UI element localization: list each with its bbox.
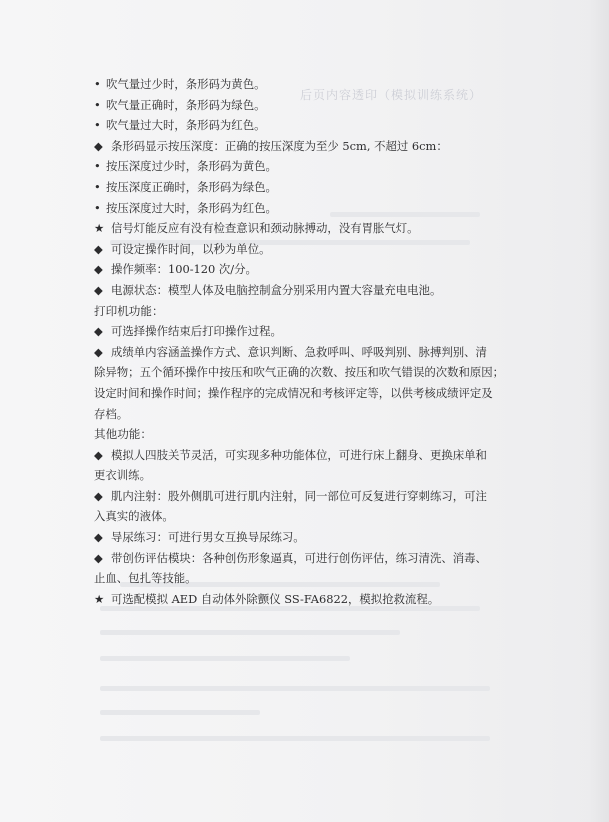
list-item <box>94 136 534 157</box>
list-item <box>94 156 534 177</box>
list-item-text: 按压深度过大时，条形码为红色。 <box>106 200 277 215</box>
list-item-continuation: 更衣训练。 <box>94 468 151 483</box>
list-item-text: 带创伤评估模块：各种创伤形象逼真，可进行创伤评估，练习清洗、消毒、 <box>111 550 487 565</box>
diamond-bullet-icon: ◆ <box>94 241 103 256</box>
scan-edge-shadow <box>587 0 609 822</box>
list-item <box>94 74 534 95</box>
bleed-through-line <box>100 736 490 741</box>
diamond-bullet-icon: ◆ <box>94 324 103 339</box>
list-item-continuation: 止血、包扎等技能。 <box>94 571 197 586</box>
diamond-bullet-icon: ◆ <box>94 282 103 297</box>
list-item-text: 模拟人四肢关节灵活，可实现多种功能体位，可进行床上翻身、更换床单和 <box>111 447 487 462</box>
diamond-bullet-icon: ◆ <box>94 262 103 277</box>
bleed-through-line <box>100 656 350 661</box>
list-item-text: 吹气量过大时，条形码为红色。 <box>106 118 266 133</box>
list-item <box>94 321 534 342</box>
list-item-text: 成绩单内容涵盖操作方式、意识判断、急救呼叫、呼吸判别、脉搏判别、清 <box>111 344 487 359</box>
list-item-text: 可选配模拟 AED 自动体外除颤仪 SS-FA6822，模拟抢救流程。 <box>111 591 440 606</box>
section-heading <box>94 424 534 445</box>
list-item-continuation: 除异物；五个循环操作中按压和吹气正确的次数、按压和吹气错误的次数和原因； <box>94 365 505 380</box>
section-heading <box>94 301 534 322</box>
bleed-through-line <box>100 686 490 691</box>
diamond-bullet-icon: ◆ <box>94 138 103 153</box>
diamond-bullet-icon: ◆ <box>94 488 103 503</box>
diamond-bullet-icon: ◆ <box>94 550 103 565</box>
bleed-through-line <box>100 630 400 635</box>
bullet-dot-icon: • <box>94 200 101 215</box>
star-bullet-icon: ★ <box>94 591 105 606</box>
list-item-text: 可设定操作时间，以秒为单位。 <box>111 241 271 256</box>
bullet-dot-icon: • <box>94 159 101 174</box>
list-item <box>94 218 534 239</box>
bullet-dot-icon: • <box>94 77 101 91</box>
diamond-bullet-icon: ◆ <box>94 447 103 462</box>
list-item-text: 吹气量正确时，条形码为绿色。 <box>106 97 266 112</box>
list-item <box>94 198 534 219</box>
bullet-dot-icon: • <box>94 179 101 194</box>
bleed-through-heading: 后页内容透印（模拟训练系统） <box>300 88 483 102</box>
list-item <box>94 548 534 569</box>
bullet-dot-icon: • <box>94 97 101 112</box>
list-item-text: 信号灯能反应有没有检查意识和颈动脉搏动，没有胃胀气灯。 <box>111 221 419 236</box>
list-item <box>94 177 534 198</box>
bleed-through-line <box>100 710 260 715</box>
list-item <box>94 445 534 466</box>
list-item <box>94 527 534 548</box>
list-item <box>94 342 534 363</box>
list-item <box>94 115 534 136</box>
star-bullet-icon: ★ <box>94 221 105 236</box>
list-item <box>94 280 534 301</box>
list-item-text: 肌内注射：股外侧肌可进行肌内注射，同一部位可反复进行穿刺练习，可注 <box>111 488 487 503</box>
list-item-continuation: 存档。 <box>94 406 129 421</box>
bullet-dot-icon: • <box>94 118 101 133</box>
spec-text-body <box>94 74 534 609</box>
list-item-text: 电源状态：模型人体及电脑控制盒分别采用内置大容量充电电池。 <box>111 282 442 297</box>
list-item-text: 按压深度过少时，条形码为黄色。 <box>106 159 277 174</box>
list-item-text: 其他功能： <box>94 427 152 442</box>
list-item <box>94 239 534 260</box>
list-item-text: 吹气量过少时，条形码为黄色。 <box>106 77 266 91</box>
list-item <box>94 95 534 116</box>
list-item-text: 条形码显示按压深度：正确的按压深度为至少 5cm, 不超过 6cm： <box>111 138 448 153</box>
diamond-bullet-icon: ◆ <box>94 344 103 359</box>
list-item <box>94 589 534 610</box>
list-item-continuation: 设定时间和操作时间；操作程序的完成情况和考核评定等，以供考核成绩评定及 <box>94 385 493 400</box>
list-item-text: 操作频率：100-120 次/分。 <box>111 262 257 277</box>
list-item-text: 按压深度正确时，条形码为绿色。 <box>106 179 277 194</box>
list-item <box>94 486 534 507</box>
list-item-text: 打印机功能： <box>94 303 164 318</box>
list-item-text: 可选择操作结束后打印操作过程。 <box>111 324 282 339</box>
diamond-bullet-icon: ◆ <box>94 530 103 545</box>
list-item <box>94 259 534 280</box>
list-item-continuation: 入真实的液体。 <box>94 509 174 524</box>
list-item-text: 导尿练习：可进行男女互换导尿练习。 <box>111 530 305 545</box>
